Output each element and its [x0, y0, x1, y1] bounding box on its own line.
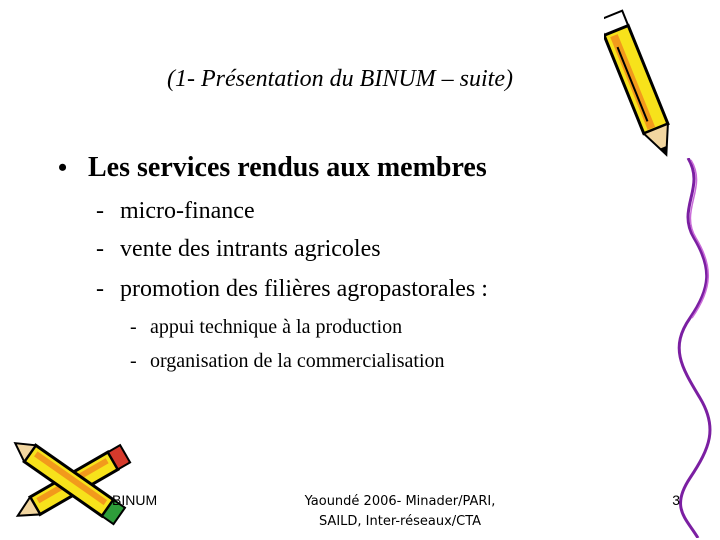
bullet-text: Les services rendus aux membres — [88, 152, 487, 183]
subsub-item-appui — [130, 316, 402, 339]
sub-item-intrants — [96, 236, 381, 263]
sub-item-text: micro-finance — [120, 198, 255, 224]
sub-item-dash: - — [96, 276, 104, 302]
subsub-item-dash: - — [130, 316, 137, 338]
subsub-item-dash: - — [130, 350, 137, 372]
footer-left-label: BINUM — [112, 492, 158, 508]
subsub-item-text: appui technique à la production — [150, 316, 403, 338]
sub-item-filieres — [96, 276, 488, 303]
sub-item-text: vente des intrants agricoles — [120, 236, 381, 262]
page-number: 3 — [672, 492, 680, 508]
footer-center-line1: Yaoundé 2006- Minader/PARI, — [304, 494, 496, 509]
sub-item-dash: - — [96, 236, 104, 262]
pencil-icon — [604, 2, 674, 172]
crossed-pencils-icon — [0, 435, 150, 535]
bullet-symbol: • — [58, 153, 68, 182]
subsub-item-text: organisation de la commercialisation — [150, 350, 445, 372]
footer-center-label — [280, 492, 520, 532]
sub-item-micro-finance — [96, 198, 255, 225]
sub-item-text: promotion des filières agropastorales : — [120, 276, 488, 302]
slide-title: (1- Présentation du BINUM – suite) — [167, 66, 513, 92]
sub-item-dash: - — [96, 198, 104, 224]
squiggle-line-icon — [676, 158, 716, 538]
bullet-item — [58, 152, 487, 184]
subsub-item-commercialisation — [130, 350, 445, 373]
footer-center-line2: SAILD, Inter-réseaux/CTA — [318, 514, 482, 529]
